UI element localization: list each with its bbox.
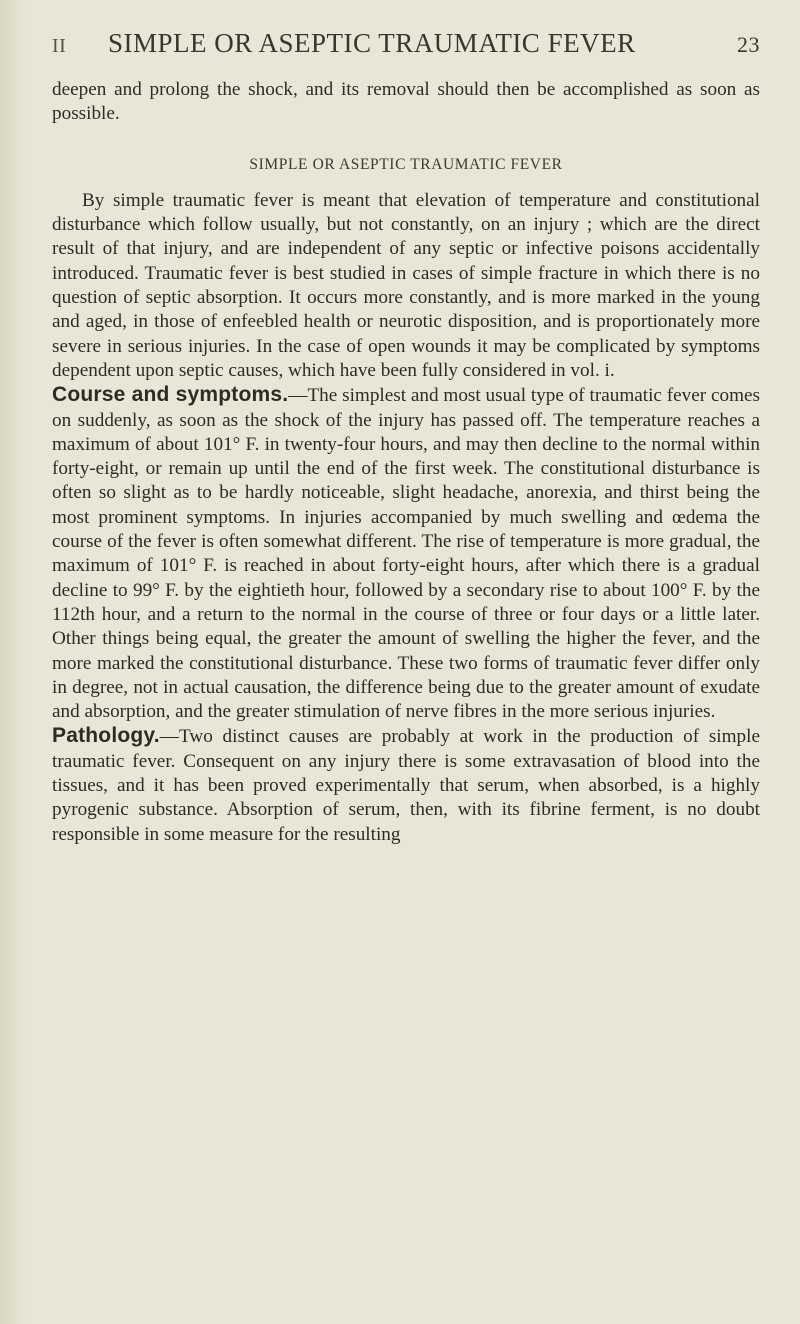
running-title: SIMPLE OR ASEPTIC TRAUMATIC FEVER <box>108 28 636 58</box>
chapter-number: II <box>52 35 67 57</box>
section-heading: SIMPLE OR ASEPTIC TRAUMATIC FEVER <box>249 155 563 173</box>
page-number: 23 <box>737 32 760 57</box>
paragraph-definition: By simple traumatic fever is meant that elevation of temperature and constitutional disturbance which follow usually, but not constantly, on an injury ; which are the direct result of that injury, and are independent of any septic or infective poisons accidentally introduced. Traumatic fever is best studied in cases of simple fracture in which there is no question of septic absorption. It occurs more constantly, and is more marked in the young and aged, in those of enfeebled health or neurotic disposition, and is proportionately more severe in serious injuries. In the case of open wounds it may be complicated by symptoms dependent upon septic causes, which have been fully considered in vol. i. <box>52 189 760 381</box>
paragraph-pathology-text: —Two distinct causes are probably at work in the production of simple traumatic fever. Consequent on any injury there is some extravasation of blood into the tissues, and it has been proved experimentally that serum, when absorbed, is a highly pyrogenic substance. Absorption of serum, then, with its fibrine ferment, is no doubt responsible in some measure for the resulting <box>52 726 760 845</box>
body-text <box>52 78 760 847</box>
paragraph-pathology <box>52 724 760 846</box>
intro-paragraph: deepen and prolong the shock, and its removal should then be accomplished as soon as possible. <box>52 79 760 125</box>
paragraph-course-text: —The simplest and most usual type of traumatic fever comes on suddenly, as soon as the shock of the injury has passed off. The temperature reaches a maximum of about 101° F. in twenty-four hours, and may then decline to the normal within forty-eight, or remain up until the end of the first week. The constitutional disturbance is often so slight as to be hardly noticeable, slight headache, anorexia, and thirst being the most prominent symptoms. In injuries accompanied by much swelling and œdema the course of the fever is often somewhat different. The rise of temperature is more gradual, the maximum of 101° F. is reached in about forty-eight hours, after which there is a gradual decline to 99° F. by the eightieth hour, followed by a secondary rise to about 100° F. by the 112th hour, and a return to the normal in the course of three or four days or a little later. Other things being equal, the greater the amount of swelling the higher the fever, and the more marked the constitutional disturbance. These two forms of traumatic fever differ only in degree, not in actual causation, the difference being due to the greater amount of exudate and absorption, and the greater stimulation of nerve fibres in the more serious injuries. <box>52 385 760 723</box>
running-head <box>52 28 760 68</box>
paragraph-course-symptoms <box>52 383 760 724</box>
run-in-heading-course: Course and symptoms. <box>52 383 289 407</box>
run-in-heading-pathology: Pathology. <box>52 724 160 748</box>
